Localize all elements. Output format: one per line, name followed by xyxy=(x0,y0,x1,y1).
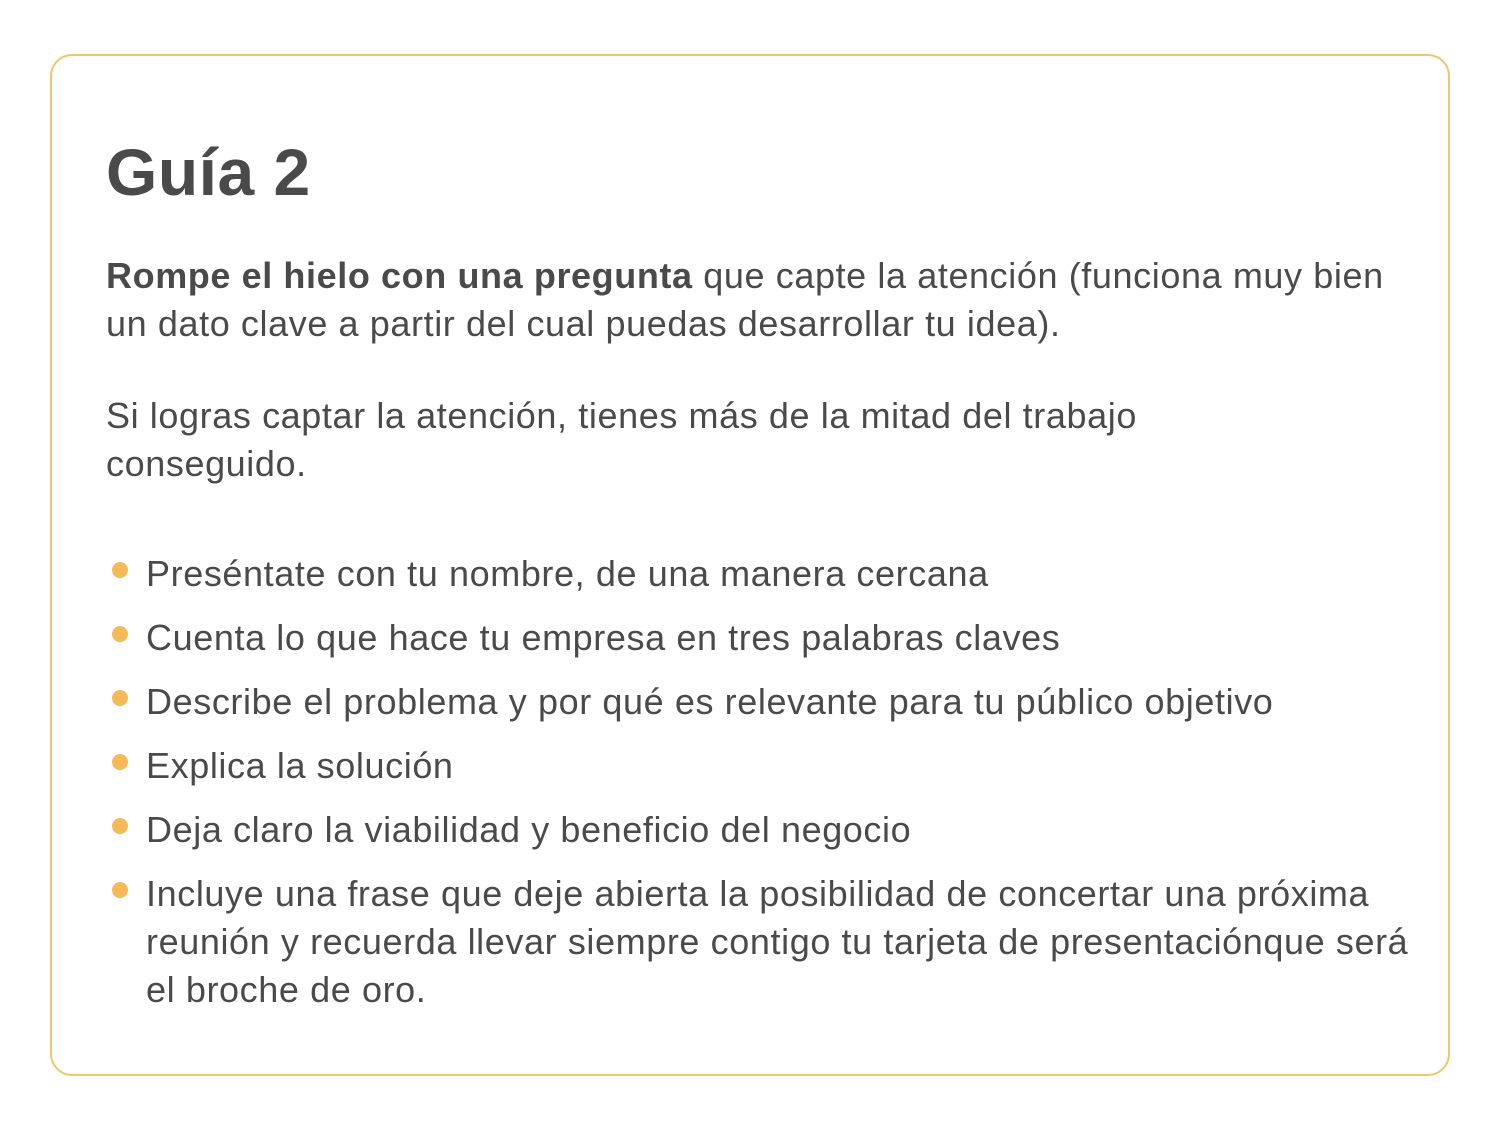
bullet-dot-icon xyxy=(112,626,128,642)
list-item-text: Describe el problema y por qué es relevante para tu público objetivo xyxy=(146,681,1274,722)
list-item-text: Cuenta lo que hace tu empresa en tres palabras claves xyxy=(146,617,1061,658)
list-item xyxy=(106,550,1446,598)
page-title: Guía 2 xyxy=(106,135,311,209)
bullet-dot-icon xyxy=(112,818,128,834)
list-item xyxy=(106,678,1446,726)
note-paragraph: Si logras captar la atención, tienes más de la mitad del trabajo conseguido. xyxy=(106,395,1137,484)
intro-rest: que capte la atención (funciona muy bien un dato clave a partir del cual puedas desarrollar tu idea). xyxy=(106,255,1384,344)
list-item xyxy=(106,742,1446,790)
bullet-dot-icon xyxy=(112,882,128,898)
list-item-text: Explica la solución xyxy=(146,745,454,786)
list-item xyxy=(106,614,1446,662)
bullet-dot-icon xyxy=(112,690,128,706)
list-item xyxy=(106,870,1446,1014)
list-item-text: Preséntate con tu nombre, de una manera cercana xyxy=(146,553,989,594)
bullet-dot-icon xyxy=(112,562,128,578)
list-item-text: Incluye una frase que deje abierta la posibilidad de concertar una próxima reunión y recuerda llevar siempre contigo tu tarjeta de presentaciónque será el broche de oro. xyxy=(146,873,1409,1010)
bullet-dot-icon xyxy=(112,754,128,770)
guide-card xyxy=(50,54,1450,1076)
list-item xyxy=(106,806,1446,854)
bullet-list xyxy=(106,550,1446,1030)
intro-lead: Rompe el hielo con una pregunta xyxy=(106,255,693,296)
list-item-text: Deja claro la viabilidad y beneficio del negocio xyxy=(146,809,912,850)
intro-paragraph xyxy=(106,252,1396,348)
